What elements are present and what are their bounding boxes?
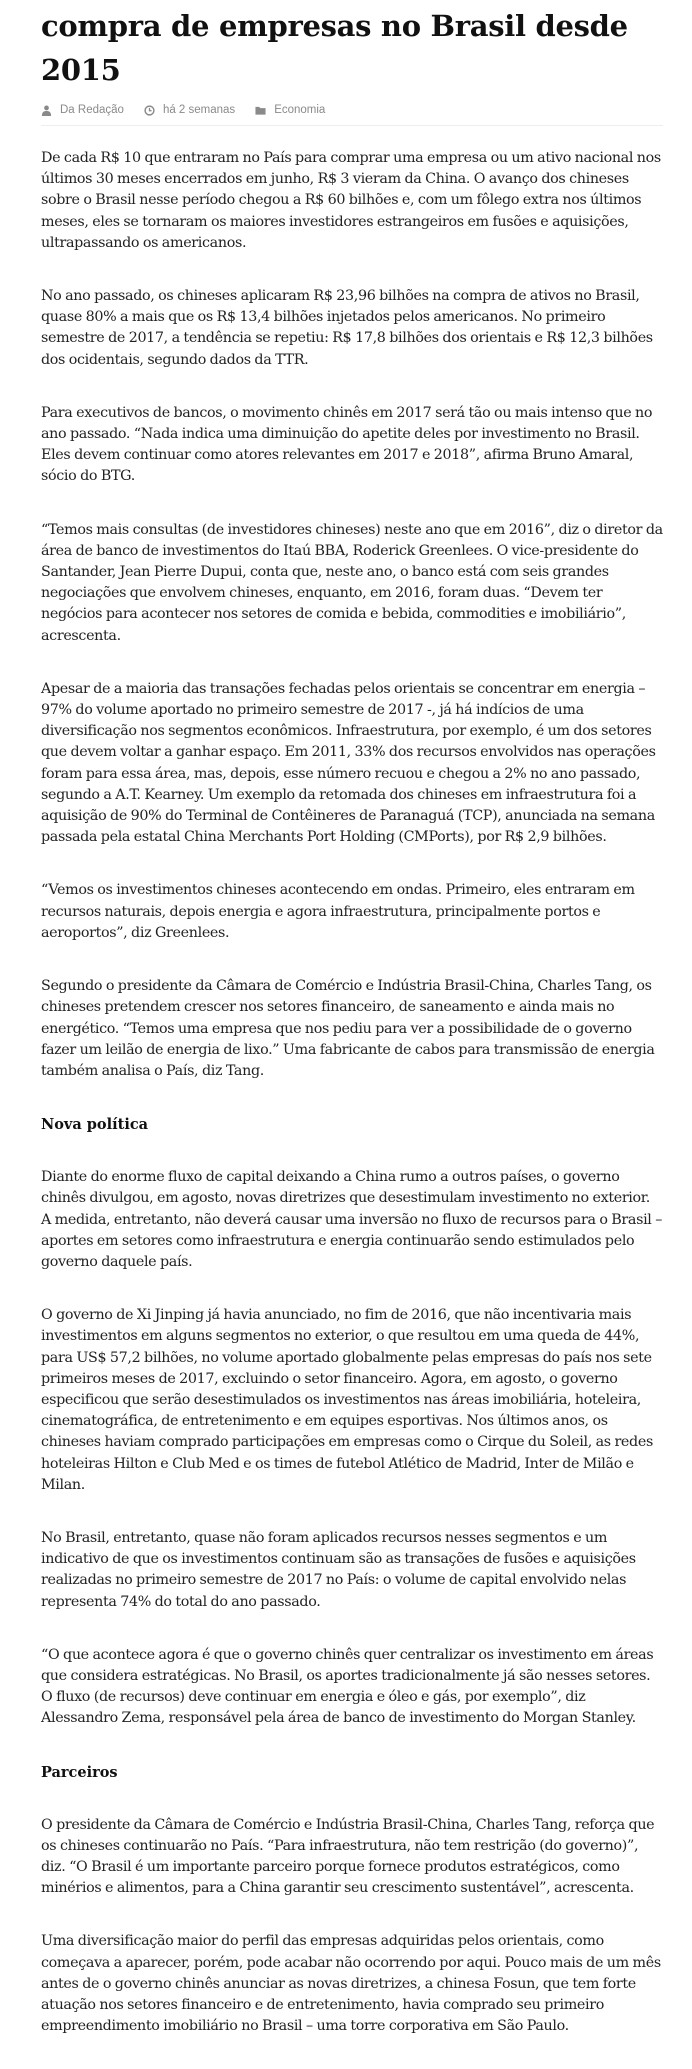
article-paragraph: No Brasil, entretanto, quase não foram aplicados recursos nesses segmentos e um indicativo de que os investimentos continuam são as transações de fusões e aquisições realizadas no primeiro semestre de 2017 no País: o volume de capital envolvido nelas representa 74% do total do ano passado. (41, 1529, 636, 1610)
article-paragraph: “Temos mais consultas (de investidores chineses) neste ano que em 2016”, diz o diretor da área de banco de investimentos do Itaú BBA, Roderick Greenlees. O vice-presidente do Santander, Jean Pierre Dupui, conta que, neste ano, o banco está com seis grandes negociações que envolvem chineses, enquanto, em 2016, foram duas. “Devem ter negócios para acontecer nos setores de comida e bebida, commodities e imobiliário”, acrescenta. (41, 521, 663, 644)
clock-icon (144, 105, 155, 116)
article-paragraph: O presidente da Câmara de Comércio e Indústria Brasil-China, Charles Tang, reforça que os chineses continuarão no País. “Para infraestrutura, não tem restrição (do governo)”, diz. “O Brasil é um importante parceiro porque fornece produtos estratégicos, como minérios e alimentos, para a China garantir seu crescimento sustentável”, acrescenta. (41, 1816, 655, 1897)
article (41, 0, 663, 2069)
article-paragraph: No ano passado, os chineses aplicaram R$ 23,96 bilhões na compra de ativos no Brasil, quase 80% a mais que os R$ 13,4 bilhões injetados pelos americanos. No primeiro semestre de 2017, a tendência se repetiu: R$ 17,8 bilhões dos orientais e R$ 12,3 bilhões dos ocidentais, segundo dados da TTR. (41, 288, 653, 368)
article-paragraph: Uma diversificação maior do perfil das empresas adquiridas pelos orientais, como começava a aparecer, porém, pode acabar não ocorrendo por aqui. Pouco mais de um mês antes de o governo chinês anunciar as novas diretrizes, a chinesa Fosun, que tem forte atuação nos setores financeiro e de entretenimento, havia comprado seu primeiro empreendimento imobiliário no Brasil – uma torre corporativa em São Paulo. (41, 1933, 661, 2035)
article-title (41, 0, 663, 92)
meta-time-label: há 2 semanas (162, 104, 236, 116)
article-paragraph: Segundo o presidente da Câmara de Comércio e Indústria Brasil-China, Charles Tang, os chineses pretendem crescer nos setores financeiro, de saneamento e ainda mais no energético. “Temos uma empresa que nos pediu para ver a possibilidade de o governo fazer um leilão de energia de lixo.” Uma fabricante de cabos para transmissão de energia também analisa o País, diz Tang. (41, 978, 655, 1079)
article-paragraph: Diante do enorme fluxo de capital deixando a China rumo a outros países, o governo chinês divulgou, em agosto, novas diretrizes que desestimulam investimento no exterior. A medida, entretanto, não deverá causar uma inversão no fluxo de recursos para o Brasil – aportes em setores como infraestrutura e energia continuarão sendo estimulados pelo governo daquele país. (41, 1169, 663, 1270)
meta-author[interactable] (41, 104, 124, 116)
article-paragraph: O governo de Xi Jinping já havia anunciado, no fim de 2016, que não incentivaria mais investimentos em alguns segmentos no exterior, o que resultou em uma queda de 44%, para US$ 57,2 bilhões, no volume aportado globalmente pelas empresas do país nos sete primeiros meses de 2017, excluindo o setor financeiro. Agora, em agosto, o governo especificou que serão desestimulados os investimentos nas áreas imobiliária, hoteleira, cinematográfica, de entretenimento e em equipes esportivas. Nos últimos anos, os chineses haviam comprado participações em empresas como o Cirque du Soleil, as redes hoteleiras Hilton e Club Med e os times de futebol Atlético de Madrid, Inter de Milão e Milan. (41, 1307, 653, 1493)
article-paragraph: “O que acontece agora é que o governo chinês quer centralizar os investimento em áreas que considera estratégicas. No Brasil, os aportes tradicionalmente já são nesses setores. O fluxo (de recursos) deve continuar em energia e óleo e gás, por exemplo”, diz Alessandro Zema, responsável pela área de banco de investimento do Morgan Stanley. (41, 1646, 654, 1727)
meta-category[interactable] (255, 104, 325, 116)
folder-icon (255, 105, 266, 116)
section-heading: Nova política (41, 1116, 149, 1134)
article-title-line: compra de empresas no Brasil desde 2015 (41, 9, 628, 87)
meta-time (144, 104, 235, 116)
meta-author-label: Da Redação (60, 104, 124, 116)
article-paragraph: “Vemos os investimentos chineses acontecendo em ondas. Primeiro, eles entraram em recursos naturais, depois energia e agora infraestrutura, principalmente portos e aeroportos”, diz Greenlees. (41, 882, 635, 941)
article-paragraph: Apesar de a maioria das transações fechadas pelos orientais se concentrar em energia – 97% do volume aportado no primeiro semestre de 2017 -, já há indícios de uma diversificação nos segmentos econômicos. Infraestrutura, por exemplo, é um dos setores que devem voltar a ganhar espaço. Em 2011, 33% dos recursos envolvidos nas operações foram para essa área, mas, depois, esse número recuou e chegou a 2% no ano passado, segundo a A.T. Kearney. Um exemplo da retomada dos chineses em infraestrutura foi a aquisição de 90% do Terminal de Contêineres de Paranaguá (TCP), anunciada na semana passada pela estatal China Merchants Port Holding (CMPorts), por R$ 2,9 bilhões. (41, 680, 656, 846)
article-paragraph: Para executivos de bancos, o movimento chinês em 2017 será tão ou mais intenso que no ano passado. “Nada indica uma diminuição do apetite deles por investimento no Brasil. Eles devem continuar como atores relevantes em 2017 e 2018”, afirma Bruno Amaral, sócio do BTG. (41, 404, 653, 485)
article-meta (41, 104, 663, 126)
article-paragraph: De cada R$ 10 que entraram no País para comprar uma empresa ou um ativo nacional nos últimos 30 meses encerrados em junho, R$ 3 vieram da China. O avanço dos chineses sobre o Brasil nesse período chegou a R$ 60 bilhões e, com um fôlego extra nos últimos meses, eles se tornaram os maiores investidores estrangeiros em fusões e aquisições, ultrapassando os americanos. (41, 150, 661, 251)
meta-category-label: Economia (274, 104, 326, 116)
user-icon (41, 105, 52, 116)
article-body (41, 148, 663, 2037)
section-heading: Parceiros (41, 1763, 118, 1781)
